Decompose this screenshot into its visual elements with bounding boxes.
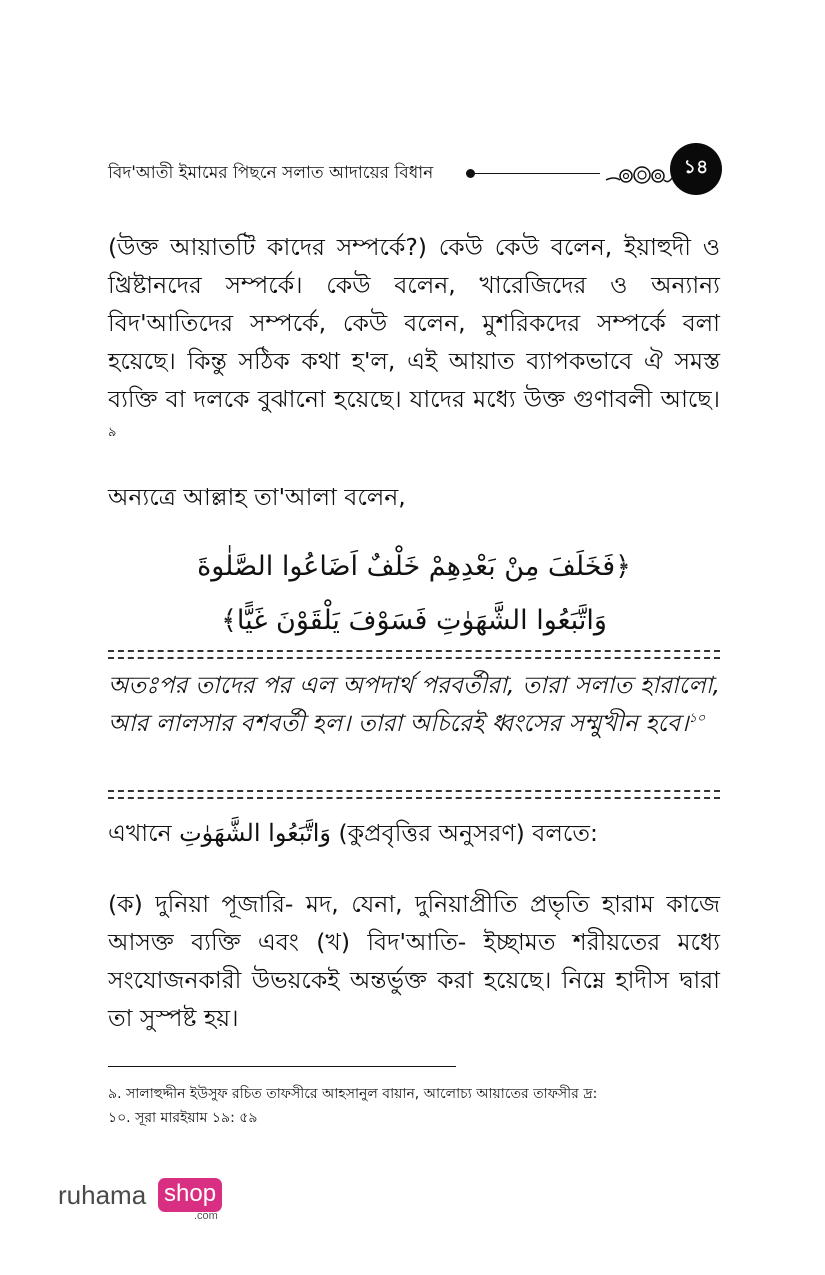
header-ornament <box>604 156 680 190</box>
inline-arabic-phrase: وَاتَّبَعُوا الشَّهَوٰتِ <box>179 819 331 847</box>
footnote-9: ৯. সালাহুদ্দীন ইউসুফ রচিত তাফসীরে আহসানুল বায়ান, আলোচ্য আয়াতের তাফসীর দ্র: <box>108 1086 598 1102</box>
verse-translation <box>108 666 720 742</box>
footnote-ref-9: ৯ <box>108 425 117 441</box>
paragraph-text-post: (কুপ্রবৃত্তির অনুসরণ) বলতে: <box>338 819 598 847</box>
body-paragraph-1 <box>108 228 720 456</box>
body-paragraph-2: অন্যত্রে আল্লাহ তা'আলা বলেন, <box>108 483 406 511</box>
logo-text-shop: shop <box>158 1178 222 1212</box>
translation-text: অতঃপর তাদের পর এল অপদার্থ পরবর্তীরা, তারা সলাত হারালো, আর লালসার বশবর্তী হল। তারা অচিরেই ধ্বংসের সম্মুখীন হবে। <box>108 671 720 737</box>
logo-text-ruhama: ruhama <box>58 1180 147 1210</box>
logo-text-com: .com <box>194 1210 218 1222</box>
translation-bottom-border-inner <box>108 790 720 792</box>
footnote-ref-10: ১০ <box>688 711 706 727</box>
quran-verse-line-1: ﴿فَخَلَفَ مِنْ بَعْدِهِمْ خَلْفٌ اَضَاعُوا الصَّلٰوةَ <box>197 551 631 582</box>
header-rule <box>470 173 600 174</box>
page-number-badge: ১৪ <box>670 143 722 195</box>
paragraph-text-pre: এখানে <box>108 819 172 847</box>
footnotes <box>108 1082 728 1130</box>
translation-top-border <box>108 650 720 652</box>
translation-top-border-inner <box>108 657 720 659</box>
translation-bottom-border <box>108 797 720 799</box>
footnote-rule <box>108 1066 456 1067</box>
quran-verse-line-2: وَاتَّبَعُوا الشَّهَوٰتِ فَسَوْفَ يَلْقَوْنَ غَيًّا﴾ <box>221 605 607 636</box>
running-header-title: বিদ'আতী ইমামের পিছনে সলাত আদায়ের বিধান <box>108 163 434 183</box>
quran-verse <box>108 540 720 648</box>
body-paragraph-3 <box>108 814 720 852</box>
footnote-10: ১০. সূরা মারইয়াম ১৯: ৫৯ <box>108 1110 258 1126</box>
body-paragraph-4: (ক) দুনিয়া পূজারি- মদ, যেনা, দুনিয়াপ্রীতি প্রভৃতি হারাম কাজে আসক্ত ব্যক্তি এবং (খ) বিদ'আতি- ইচ্ছামত শরীয়তের মধ্যে সংযোজনকারী উভয়কেই অন্তর্ভুক্ত করা হয়েছে। নিম্নে হাদীস দ্বারা তা সুস্পষ্ট হয়। <box>108 890 720 1032</box>
paragraph-text: (উক্ত আয়াতটি কাদের সম্পর্কে?) কেউ কেউ বলেন, ইয়াহুদী ও খ্রিষ্টানদের সম্পর্কে। কেউ বলেন, খারেজিদের ও অন্যান্য বিদ'আতিদের সম্পর্কে, কেউ বলেন, মুশরিকদের সম্পর্কে বলা হয়েছে। কিন্তু সঠিক কথা হ'ল, এই আয়াত ব্যাপকভাবে ঐ সমস্ত ব্যক্তি বা দলকে বুঝানো হয়েছে। যাদের মধ্যে উক্ত গুণাবলী আছে। <box>108 233 720 413</box>
ruhamashop-logo <box>58 1178 248 1222</box>
